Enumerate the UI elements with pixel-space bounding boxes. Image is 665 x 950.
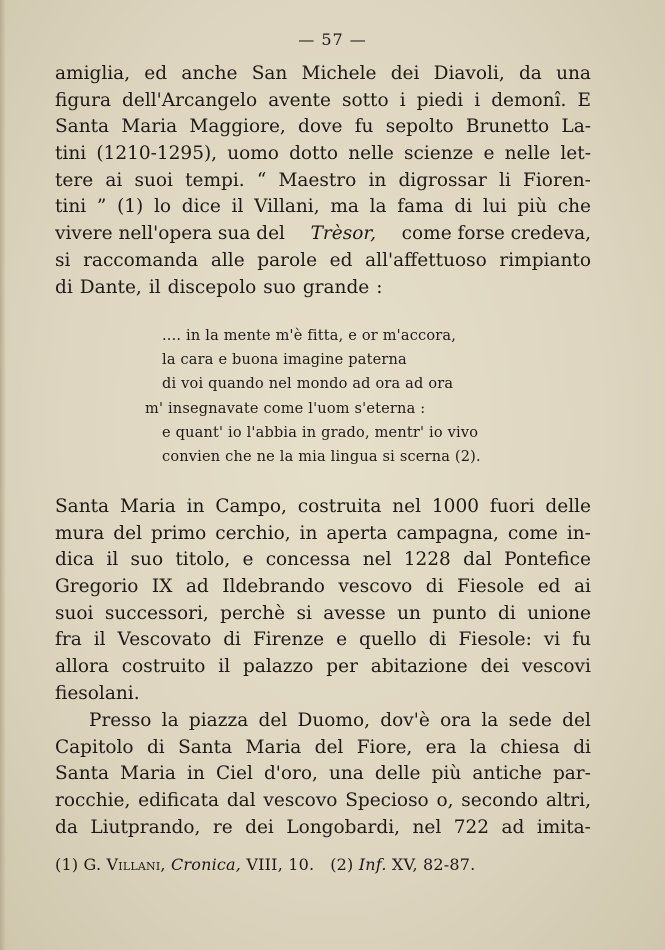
word: la: [369, 196, 387, 218]
word: ed: [537, 576, 561, 598]
word: fu: [572, 629, 591, 651]
word: anche: [181, 63, 238, 84]
word: Brunetto: [465, 116, 550, 138]
word: Maria: [121, 116, 178, 138]
word: altri,: [545, 790, 591, 812]
word: suoi: [55, 602, 94, 624]
word: Santa: [55, 116, 110, 138]
word: di: [428, 629, 447, 651]
word: la: [481, 710, 499, 731]
text-line: [55, 114, 591, 141]
word: ad: [185, 576, 209, 598]
word: del: [314, 736, 344, 758]
word: uomo: [227, 143, 279, 165]
word: da: [518, 63, 542, 84]
word: più: [431, 763, 462, 785]
text-line: [55, 708, 591, 735]
word: fuori: [489, 496, 535, 517]
verse-quotation: [145, 324, 545, 469]
text-line: [55, 761, 591, 788]
text-line: [55, 574, 591, 601]
word: 722: [453, 816, 490, 838]
text-segment: come forse credeva,: [401, 223, 591, 245]
word: Santa: [55, 763, 110, 785]
word: in: [299, 522, 318, 544]
word: vi: [543, 629, 561, 651]
word: figura: [55, 89, 111, 111]
word: sepolto: [385, 116, 454, 138]
word: di: [498, 602, 516, 624]
word: dei: [390, 63, 420, 84]
word: i: [399, 89, 406, 111]
word: di: [55, 276, 73, 298]
word: abitazione: [370, 656, 468, 678]
text-line-with-title: [55, 221, 591, 248]
word: all'affettuoso: [365, 249, 487, 271]
word: Capitolo: [55, 736, 134, 758]
word: suo: [263, 276, 296, 298]
word: Fioren-: [523, 169, 591, 191]
word: successori,: [104, 602, 209, 624]
word: Campo,: [215, 496, 287, 517]
word: i: [474, 89, 481, 111]
page-spine-shadow: [0, 0, 6, 950]
text-line: [55, 194, 591, 221]
word: del: [258, 710, 288, 731]
word: rimpianto: [499, 249, 591, 271]
word: par-: [552, 763, 591, 785]
word: Maria: [245, 736, 302, 758]
text-line: [55, 547, 591, 574]
word: ma: [330, 196, 359, 218]
word: fra: [55, 629, 82, 651]
word: il: [148, 276, 161, 298]
word: in: [187, 763, 205, 785]
word: Maria: [119, 496, 176, 517]
word: il: [93, 629, 106, 651]
word: dell'Arcangelo: [122, 89, 258, 111]
word: si: [55, 249, 71, 271]
word: amiglia,: [55, 63, 131, 84]
word: lui: [482, 196, 507, 218]
word: campagna,: [396, 522, 499, 544]
text-line: [55, 141, 591, 168]
word: titolo,: [175, 549, 231, 571]
word: e: [483, 143, 495, 165]
word: sotto: [341, 89, 389, 111]
word: dica: [55, 549, 95, 571]
word: un: [397, 602, 421, 624]
word: dov'è: [380, 710, 430, 731]
word: piedi: [416, 89, 464, 111]
word: tempi.: [185, 169, 245, 191]
word: tini: [55, 196, 87, 218]
footnote-work-inferno: Inf.: [358, 855, 387, 874]
word: Santa: [178, 736, 233, 758]
text-line: [55, 521, 591, 548]
word: di: [454, 196, 473, 218]
word: Firenze: [252, 629, 325, 651]
word: nelle: [504, 143, 551, 165]
word: Maggiore,: [189, 116, 286, 138]
word: cerchio,: [215, 522, 291, 544]
word: di: [573, 736, 591, 758]
word: edificata: [138, 790, 220, 812]
word: Gregorio: [55, 576, 139, 598]
word: nel: [412, 816, 442, 838]
text-line: [55, 168, 591, 195]
verse-line: di voi quando nel mondo ad ora ad ora: [162, 376, 454, 393]
word: Pontefice: [504, 549, 591, 571]
word: concessa: [265, 549, 351, 571]
word: Duomo,: [297, 710, 370, 731]
text-line: [55, 654, 591, 681]
verse-line: convien che ne la mia lingua si scerna (2).: [162, 448, 481, 465]
word: Ildebrando: [222, 576, 325, 598]
word: Vescovato: [117, 629, 212, 651]
word: San: [251, 63, 288, 84]
work-title-tresor: Trèsor,: [310, 223, 377, 245]
word: Dante,: [79, 276, 142, 298]
word: lo: [153, 196, 172, 218]
word: secondo: [461, 790, 539, 812]
word: la: [161, 710, 179, 731]
word: 1228: [403, 549, 451, 571]
word: del: [562, 710, 591, 731]
word: grande: [302, 276, 370, 298]
word: demonî.: [491, 89, 567, 111]
word: ora: [440, 710, 472, 731]
word: ”: [96, 196, 107, 218]
verse-line: la cara e buona imagine paterna: [162, 352, 407, 369]
word: Maria: [120, 763, 176, 785]
footnote-1-reference: VIII, 10.: [246, 855, 315, 874]
word: più: [517, 196, 548, 218]
word: discepolo: [167, 276, 257, 298]
word: Michele: [301, 63, 377, 84]
word: Villani,: [254, 196, 320, 218]
word: Diavoli,: [433, 63, 505, 84]
paragraph-1: [55, 61, 591, 301]
verse-line: e quant' io l'abbia in grado, mentr' io vivo: [162, 424, 479, 441]
text-line: [55, 788, 591, 815]
word: per: [326, 656, 358, 678]
word: vescovo: [263, 790, 338, 812]
text-line: [55, 88, 591, 115]
word: nel: [362, 549, 392, 571]
word: dal: [463, 549, 492, 571]
word: Maestro: [278, 169, 357, 191]
word: suo: [130, 549, 164, 571]
word: piazza: [188, 710, 249, 731]
word: la: [469, 736, 487, 758]
word: di: [223, 629, 241, 651]
word: avente: [268, 89, 331, 111]
word: primo: [150, 522, 207, 544]
word: il: [218, 656, 231, 678]
word: una: [556, 63, 591, 84]
word: e: [336, 629, 348, 651]
word: ad: [501, 816, 525, 838]
word: li: [499, 169, 511, 191]
word: o,: [436, 790, 454, 812]
word: costruito: [121, 656, 206, 678]
word: La-: [561, 116, 591, 138]
word: costruita: [297, 496, 382, 517]
word: E: [577, 89, 591, 111]
text-line: [55, 494, 591, 521]
word: nelle: [348, 143, 394, 165]
word: vescovi: [522, 656, 591, 678]
word: parole: [257, 249, 318, 271]
text-line: [55, 627, 591, 654]
footnote-author: Villani,: [106, 855, 166, 874]
word: ed: [144, 63, 168, 84]
text-line: [55, 735, 591, 762]
paragraph-3: [55, 708, 591, 841]
word: tere: [55, 169, 94, 191]
word: mura: [55, 522, 105, 544]
text-line: [55, 601, 591, 628]
word: dove: [298, 116, 343, 138]
word: ai: [105, 169, 123, 191]
word: dotto: [289, 143, 339, 165]
text-line: fiesolani.: [55, 682, 140, 704]
page-number: — 57 —: [298, 30, 367, 49]
word: tini: [55, 143, 87, 165]
word: Specioso: [345, 790, 429, 812]
word: (1): [117, 196, 144, 218]
word: in: [368, 169, 387, 191]
word: antiche: [472, 763, 542, 785]
word: dice: [181, 196, 221, 218]
word: chiesa: [500, 736, 560, 758]
word: IX: [151, 576, 173, 598]
footnote-1-marker: (1) G.: [55, 855, 102, 874]
word: avesse: [323, 602, 386, 624]
word: “: [256, 169, 267, 191]
word: imita-: [536, 816, 591, 838]
text-line: [55, 815, 591, 842]
word: allora: [55, 656, 109, 678]
word: nel: [392, 496, 422, 517]
word: ed: [329, 249, 353, 271]
word: d'oro,: [263, 763, 318, 785]
word: re: [212, 816, 233, 838]
text-line: [55, 275, 591, 302]
word: digrossar: [398, 169, 487, 191]
word: unione: [527, 602, 591, 624]
word: ai: [573, 576, 591, 598]
word: fama: [397, 196, 444, 218]
word: delle: [374, 763, 421, 785]
word: fu: [354, 116, 374, 138]
text-line: [55, 248, 591, 275]
word: che: [557, 196, 591, 218]
word: (1210-1295),: [96, 143, 218, 165]
footnote-work-cronica: Cronica,: [170, 855, 242, 874]
word: Liutprando,: [90, 816, 201, 838]
verse-line: .... in la mente m'è fitta, e or m'accora,: [162, 328, 457, 344]
word: come: [507, 522, 558, 544]
word: Fiore,: [356, 736, 413, 758]
word: rocchie,: [55, 790, 131, 812]
word: Longobardi,: [286, 816, 400, 838]
footnote-2-marker: (2): [330, 855, 354, 874]
paragraph-2: [55, 494, 591, 708]
word: delle: [545, 496, 591, 517]
word: in: [186, 496, 205, 517]
word: di: [146, 736, 165, 758]
word: da: [55, 816, 78, 838]
word: perchè: [220, 602, 286, 624]
verse-line: m' insegnavate come l'uom s'eterna :: [145, 400, 426, 417]
word: vescovo: [338, 576, 413, 598]
word: suoi: [134, 169, 173, 191]
word: alle: [210, 249, 245, 271]
word: quello: [359, 629, 417, 651]
word: Fiesole:: [458, 629, 532, 651]
word: dal: [226, 790, 256, 812]
text-line: [55, 61, 591, 88]
word: si: [296, 602, 312, 624]
word: scienze: [404, 143, 474, 165]
word: raccomanda: [83, 249, 199, 271]
word: in-: [566, 522, 591, 544]
text-segment: vivere nell'opera sua del: [55, 223, 285, 245]
footnote-2-reference: XV, 82-87.: [391, 855, 476, 874]
word: sede: [508, 710, 552, 731]
word: :: [376, 276, 383, 298]
word: aperta: [326, 522, 388, 544]
word: Santa: [55, 496, 110, 517]
word: Ciel: [215, 763, 253, 785]
word: dei: [245, 816, 274, 838]
footnotes: [55, 855, 591, 874]
word: Presso: [89, 710, 152, 731]
word: e: [242, 549, 254, 571]
word: era: [425, 736, 457, 758]
word: 1000: [431, 496, 479, 517]
word: punto: [432, 602, 487, 624]
word: let-: [560, 143, 591, 165]
word: palazzo: [242, 656, 314, 678]
word: di: [425, 576, 444, 598]
word: dei: [480, 656, 510, 678]
word: del: [113, 522, 143, 544]
word: una: [328, 763, 364, 785]
word: Fiesole: [457, 576, 525, 598]
word: il: [231, 196, 244, 218]
word: il: [106, 549, 119, 571]
